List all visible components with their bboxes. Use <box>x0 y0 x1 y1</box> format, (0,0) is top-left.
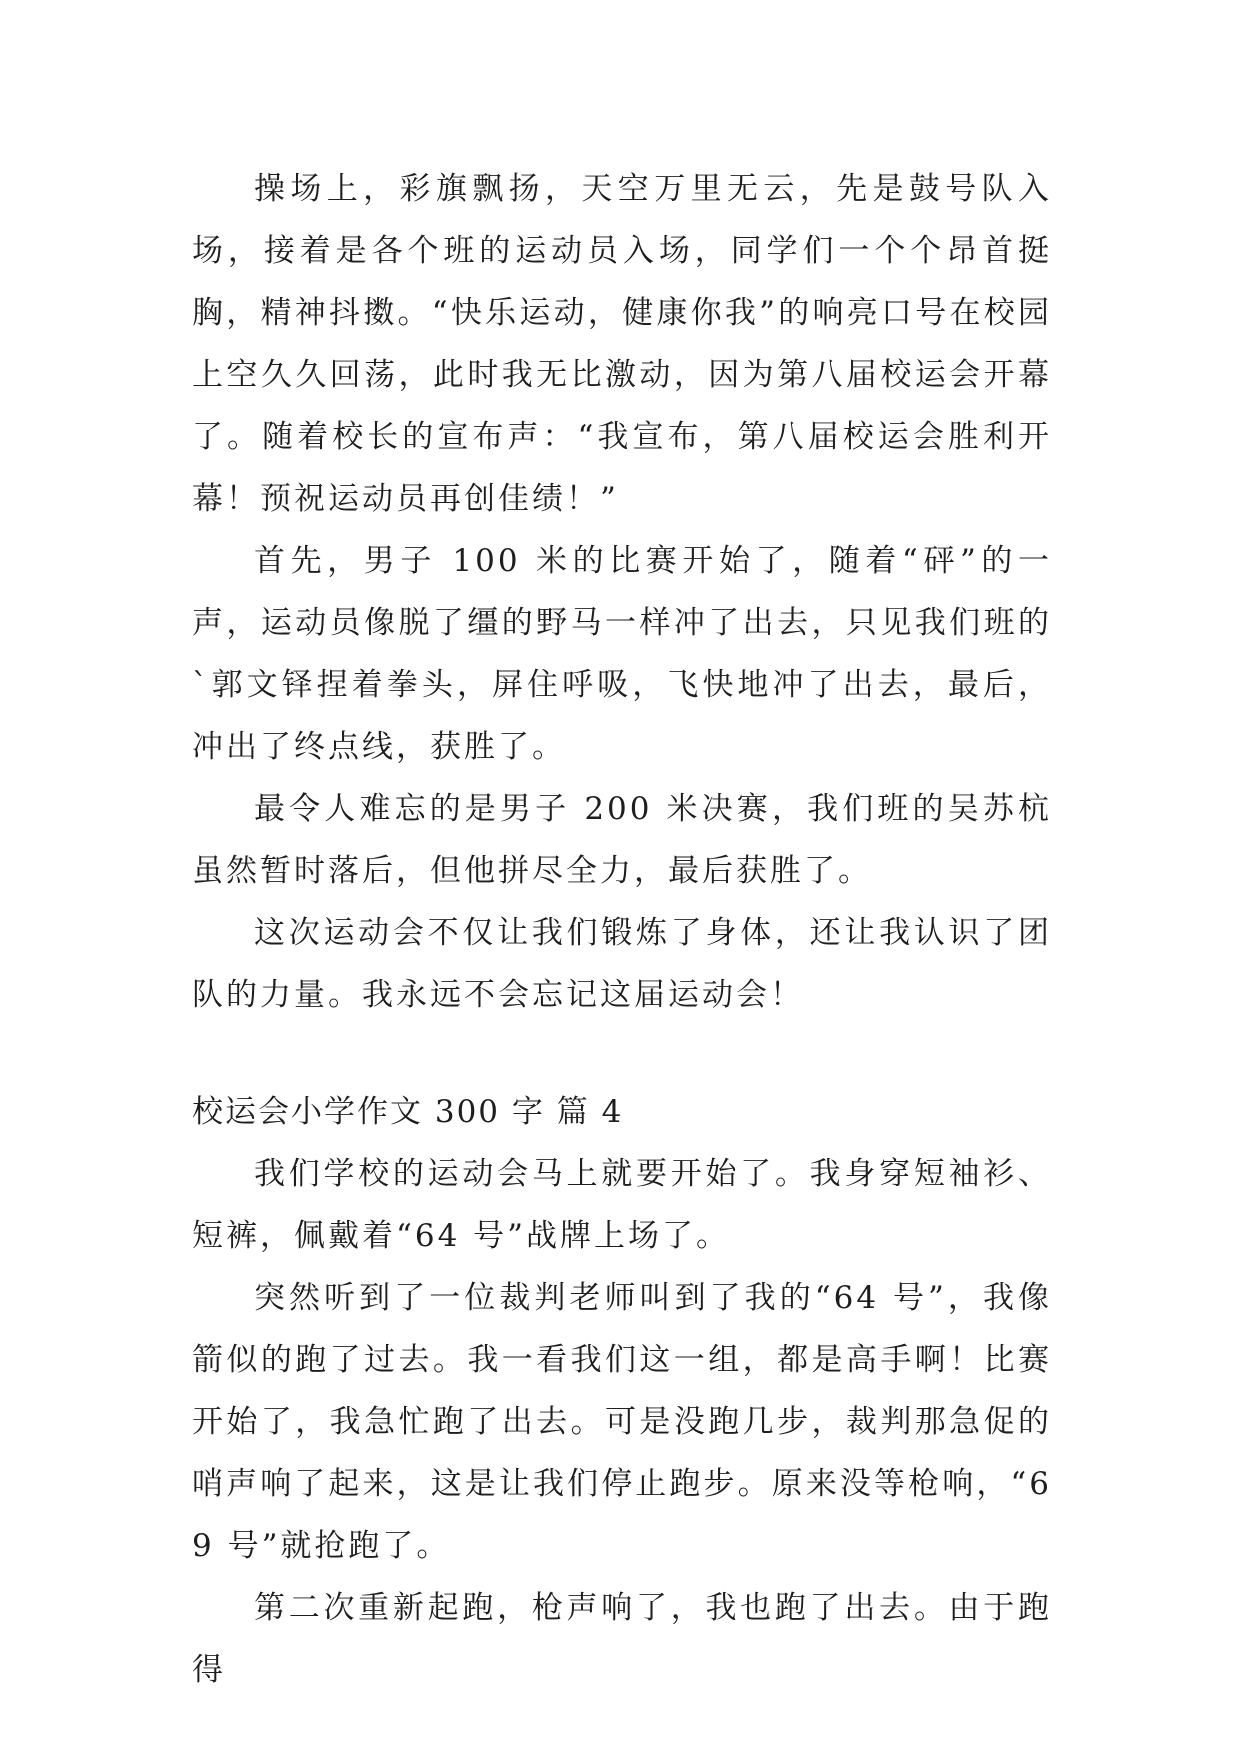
paragraph-200m-final: 最令人难忘的是男子 200 米决赛，我们班的吴苏杭虽然暂时落后，但他拼尽全力，最后获胜了。 <box>192 791 1052 889</box>
document-body <box>192 158 1052 1701</box>
paragraph-conclusion: 这次运动会不仅让我们锻炼了身体，还让我认识了团队的力量。我永远不会忘记这届运动会！ <box>192 915 1052 1013</box>
paragraph-false-start: 突然听到了一位裁判老师叫到了我的“64 号”，我像箭似的跑了过去。我一看我们这一组，都是高手啊！比赛开始了，我急忙跑了出去。可是没跑几步，裁判那急促的哨声响了起来，这是让我们停止跑步。原来没等枪响，“69 号”就抢跑了。 <box>192 1280 1052 1564</box>
paragraph-100m-race: 首先，男子 100 米的比赛开始了，随着“砰”的一声，运动员像脱了缰的野马一样冲了出去，只见我们班的`郭文铎捏着拳头，屏住呼吸，飞快地冲了出去，最后，冲出了终点线，获胜了。 <box>192 543 1052 765</box>
paragraph-getting-ready: 我们学校的运动会马上就要开始了。我身穿短袖衫、短裤，佩戴着“64 号”战牌上场了。 <box>192 1156 1052 1254</box>
paragraph-restart: 第二次重新起跑，枪声响了，我也跑了出去。由于跑得 <box>192 1590 1052 1688</box>
paragraph-opening-ceremony: 操场上，彩旗飘扬，天空万里无云，先是鼓号队入场，接着是各个班的运动员入场，同学们一个个昂首挺胸，精神抖擞。“快乐运动，健康你我”的响亮口号在校园上空久久回荡，此时我无比激动，因为第八届校运会开幕了。随着校长的宣布声：“我宣布，第八届校运会胜利开幕！预祝运动员再创佳绩！” <box>192 171 1052 517</box>
section-title: 校运会小学作文 300 字 篇 4 <box>192 1094 624 1130</box>
